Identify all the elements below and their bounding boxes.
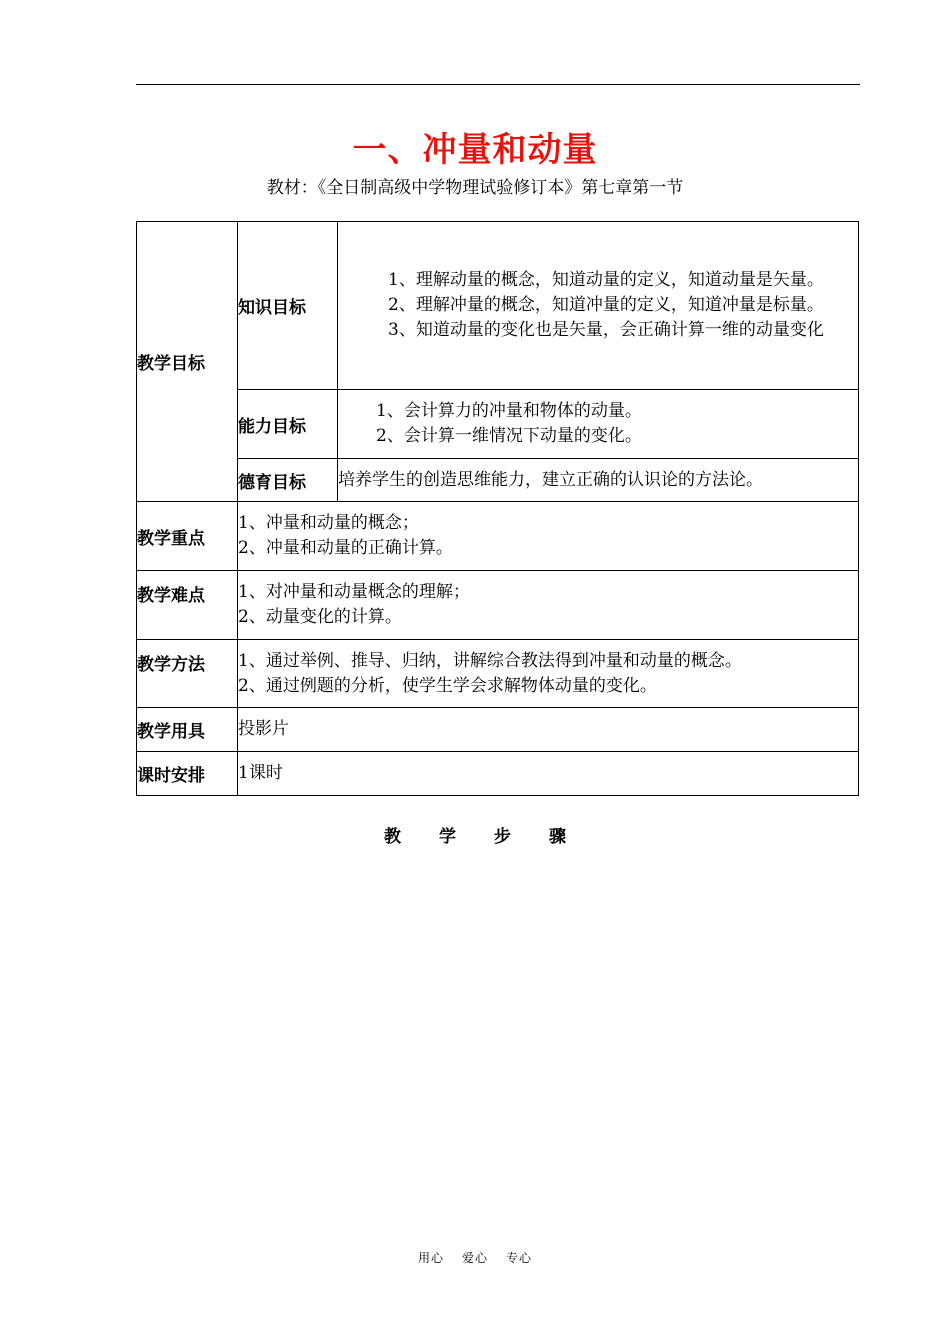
table-row bbox=[137, 640, 859, 708]
table-row bbox=[137, 571, 859, 640]
header-rule bbox=[136, 84, 860, 85]
table-row bbox=[137, 708, 859, 752]
moral-objective-content: 培养学生的创造思维能力，建立正确的认识论的方法论。 bbox=[338, 459, 859, 502]
ability-objective-label: 能力目标 bbox=[238, 390, 338, 459]
ability-objective-content bbox=[338, 390, 859, 459]
page-title: 一、冲量和动量 bbox=[352, 130, 598, 170]
methods-content bbox=[238, 640, 859, 708]
difficulties-label: 教学难点 bbox=[137, 571, 238, 640]
footer-text: 用心 bbox=[417, 1251, 444, 1265]
list-item: 2、通过例题的分析，使学生学会求解物体动量的变化。 bbox=[238, 675, 657, 696]
list-item: 1、对冲量和动量概念的理解； bbox=[238, 582, 470, 602]
knowledge-objective-content bbox=[338, 222, 859, 390]
steps-char: 骤 bbox=[549, 827, 566, 847]
tools-label: 教学用具 bbox=[137, 708, 238, 752]
steps-char: 学 bbox=[439, 827, 456, 847]
page-footer bbox=[0, 1249, 950, 1266]
key-points-content bbox=[238, 502, 859, 571]
list-item: 2、动量变化的计算。 bbox=[238, 607, 402, 627]
steps-char: 教 bbox=[384, 827, 401, 847]
methods-label: 教学方法 bbox=[137, 640, 238, 708]
list-item: 3、知道动量的变化也是矢量，会正确计算一维的动量变化 bbox=[388, 320, 824, 340]
list-item: 1、冲量和动量的概念； bbox=[238, 513, 419, 533]
footer-text: 爱心 bbox=[461, 1251, 488, 1265]
schedule-label: 课时安排 bbox=[137, 752, 238, 796]
difficulties-content bbox=[238, 571, 859, 640]
list-item: 2、理解冲量的概念，知道冲量的定义，知道冲量是标量。 bbox=[388, 295, 824, 315]
table-row bbox=[137, 459, 859, 502]
table-row bbox=[137, 390, 859, 459]
key-points-label: 教学重点 bbox=[137, 502, 238, 571]
steps-char: 步 bbox=[494, 827, 511, 847]
teaching-steps-heading bbox=[0, 822, 950, 847]
textbook-source: 教材：《全日制高级中学物理试验修订本》第七章第一节 bbox=[266, 178, 684, 198]
table-row bbox=[137, 752, 859, 796]
tools-content: 投影片 bbox=[238, 708, 859, 752]
schedule-content: 1课时 bbox=[238, 752, 859, 796]
footer-text: 专心 bbox=[506, 1251, 533, 1265]
list-item: 1、通过举例、推导、归纳，讲解综合教法得到冲量和动量的概念。 bbox=[238, 650, 742, 671]
list-item: 2、会计算一维情况下动量的变化。 bbox=[376, 426, 642, 446]
moral-objective-label: 德育目标 bbox=[238, 459, 338, 502]
table-row bbox=[137, 222, 859, 390]
list-item: 1、会计算力的冲量和物体的动量。 bbox=[376, 401, 642, 421]
list-item: 2、冲量和动量的正确计算。 bbox=[238, 538, 453, 558]
lesson-plan-table bbox=[136, 221, 859, 796]
objectives-label: 教学目标 bbox=[137, 222, 238, 502]
table-row bbox=[137, 502, 859, 571]
list-item: 1、理解动量的概念，知道动量的定义，知道动量是矢量。 bbox=[388, 270, 824, 290]
knowledge-objective-label: 知识目标 bbox=[238, 222, 338, 390]
